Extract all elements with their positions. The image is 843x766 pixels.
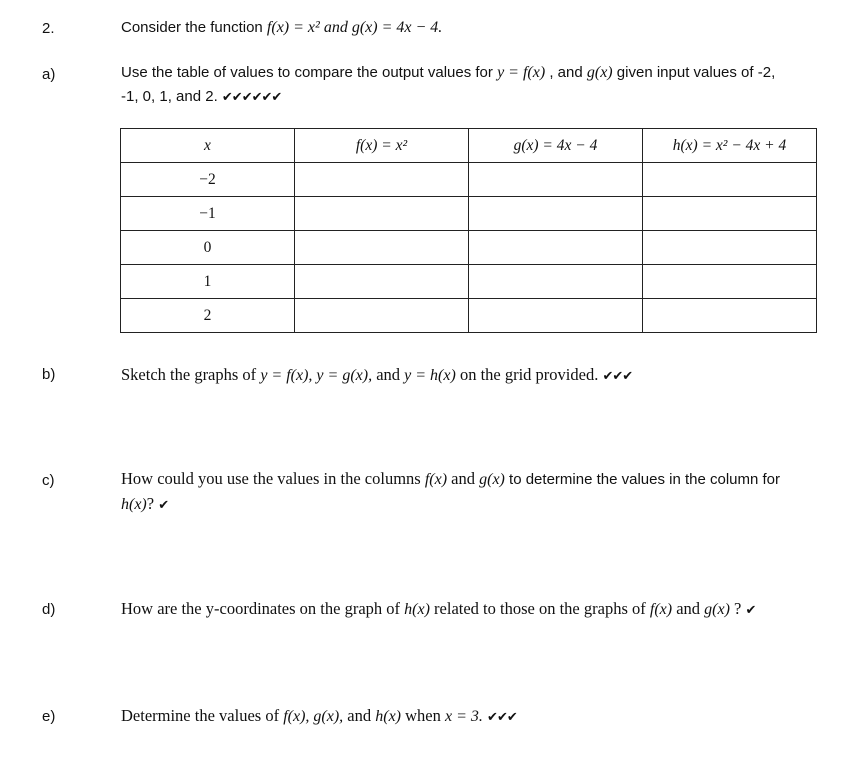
- part-b-text-2: and: [372, 365, 405, 384]
- part-c-math-2: g(x): [479, 471, 505, 488]
- part-a-text-3: given input values of -2,: [612, 64, 776, 81]
- g-value-cell[interactable]: [469, 299, 643, 333]
- h-value-cell[interactable]: [643, 163, 817, 197]
- x-value-cell: −1: [121, 197, 295, 231]
- part-e-math-1: f(x), g(x),: [283, 708, 344, 725]
- h-value-cell[interactable]: [643, 299, 817, 333]
- f-value-cell[interactable]: [295, 163, 469, 197]
- g-value-cell[interactable]: [469, 231, 643, 265]
- header-g: g(x) = 4x − 4: [469, 129, 643, 163]
- part-a-text-4: -1, 0, 1, and 2.: [121, 88, 222, 105]
- part-d-text-1: How are the y-coordinates on the graph of: [121, 599, 405, 618]
- f-value-cell[interactable]: [295, 231, 469, 265]
- table-row: [121, 197, 817, 231]
- table-row: [121, 163, 817, 197]
- part-c-math-1: f(x): [424, 471, 448, 488]
- part-e-text-3: when: [401, 706, 446, 725]
- part-d-math-2: f(x): [649, 601, 673, 618]
- part-c-question: [121, 467, 823, 518]
- table-header-row: [121, 129, 817, 163]
- question-number: 2.: [42, 20, 55, 37]
- intro-text: [121, 16, 823, 40]
- part-c-text-2: and: [447, 469, 480, 488]
- part-a-text-2: , and: [545, 64, 587, 81]
- part-b-text-3: on the grid provided.: [455, 365, 603, 384]
- part-c-marks: ✔: [158, 498, 169, 513]
- h-value-cell[interactable]: [643, 265, 817, 299]
- part-b-math-2: y = h(x): [404, 367, 456, 384]
- part-e-marks: ✔✔✔: [487, 710, 517, 725]
- part-a-math-1: y = f(x): [497, 64, 546, 81]
- part-d-math-3: g(x): [704, 601, 730, 618]
- part-b-text-1: Sketch the graphs of: [121, 365, 261, 384]
- h-value-cell[interactable]: [643, 197, 817, 231]
- table-row: [121, 231, 817, 265]
- part-c-text-3: to determine the values in the column for: [504, 471, 781, 488]
- part-c-text-1: How could you use the values in the columns: [121, 469, 425, 488]
- header-f: f(x) = x²: [295, 129, 469, 163]
- x-value-cell: −2: [121, 163, 295, 197]
- g-value-cell[interactable]: [469, 163, 643, 197]
- header-h: h(x) = x² − 4x + 4: [643, 129, 817, 163]
- header-x: x: [121, 129, 295, 163]
- intro-f-definition: f(x) = x² and: [266, 19, 352, 36]
- part-e-text-2: and: [343, 706, 376, 725]
- part-e-text-1: Determine the values of: [121, 706, 284, 725]
- part-b-label: b): [42, 366, 56, 383]
- g-value-cell[interactable]: [469, 197, 643, 231]
- g-value-cell[interactable]: [469, 265, 643, 299]
- part-d-text-3: and: [672, 599, 705, 618]
- f-value-cell[interactable]: [295, 197, 469, 231]
- part-c-label: c): [42, 472, 55, 489]
- part-d-math-1: h(x): [404, 601, 430, 618]
- part-b-question: [121, 363, 823, 389]
- f-value-cell[interactable]: [295, 265, 469, 299]
- part-c-math-3: h(x): [121, 496, 147, 513]
- part-e-label: e): [42, 708, 56, 725]
- part-e-math-3: x = 3.: [445, 708, 483, 725]
- x-value-cell: 2: [121, 299, 295, 333]
- part-a-label: a): [42, 66, 56, 83]
- part-d-question: [121, 597, 823, 623]
- values-table: [120, 128, 817, 333]
- x-value-cell: 0: [121, 231, 295, 265]
- part-e-question: [121, 704, 823, 730]
- part-d-marks: ✔: [745, 603, 756, 618]
- table-row: [121, 265, 817, 299]
- table-row: [121, 299, 817, 333]
- part-a-question: [121, 61, 823, 110]
- intro-lead: Consider the function: [121, 19, 267, 36]
- part-a-marks: ✔✔✔✔✔✔: [221, 90, 282, 105]
- x-value-cell: 1: [121, 265, 295, 299]
- part-a-text-1: Use the table of values to compare the output values for: [121, 64, 498, 81]
- intro-g-definition: g(x) = 4x − 4.: [351, 19, 443, 36]
- part-d-text-4: ?: [729, 599, 746, 618]
- part-b-marks: ✔✔✔: [602, 369, 633, 384]
- part-e-math-2: h(x): [375, 708, 402, 725]
- part-c-text-4: ?: [146, 494, 159, 513]
- h-value-cell[interactable]: [643, 231, 817, 265]
- part-a-math-2: g(x): [586, 64, 613, 81]
- part-d-label: d): [42, 601, 56, 618]
- f-value-cell[interactable]: [295, 299, 469, 333]
- part-d-text-2: related to those on the graphs of: [429, 599, 650, 618]
- part-b-math-1: y = f(x), y = g(x),: [260, 367, 373, 384]
